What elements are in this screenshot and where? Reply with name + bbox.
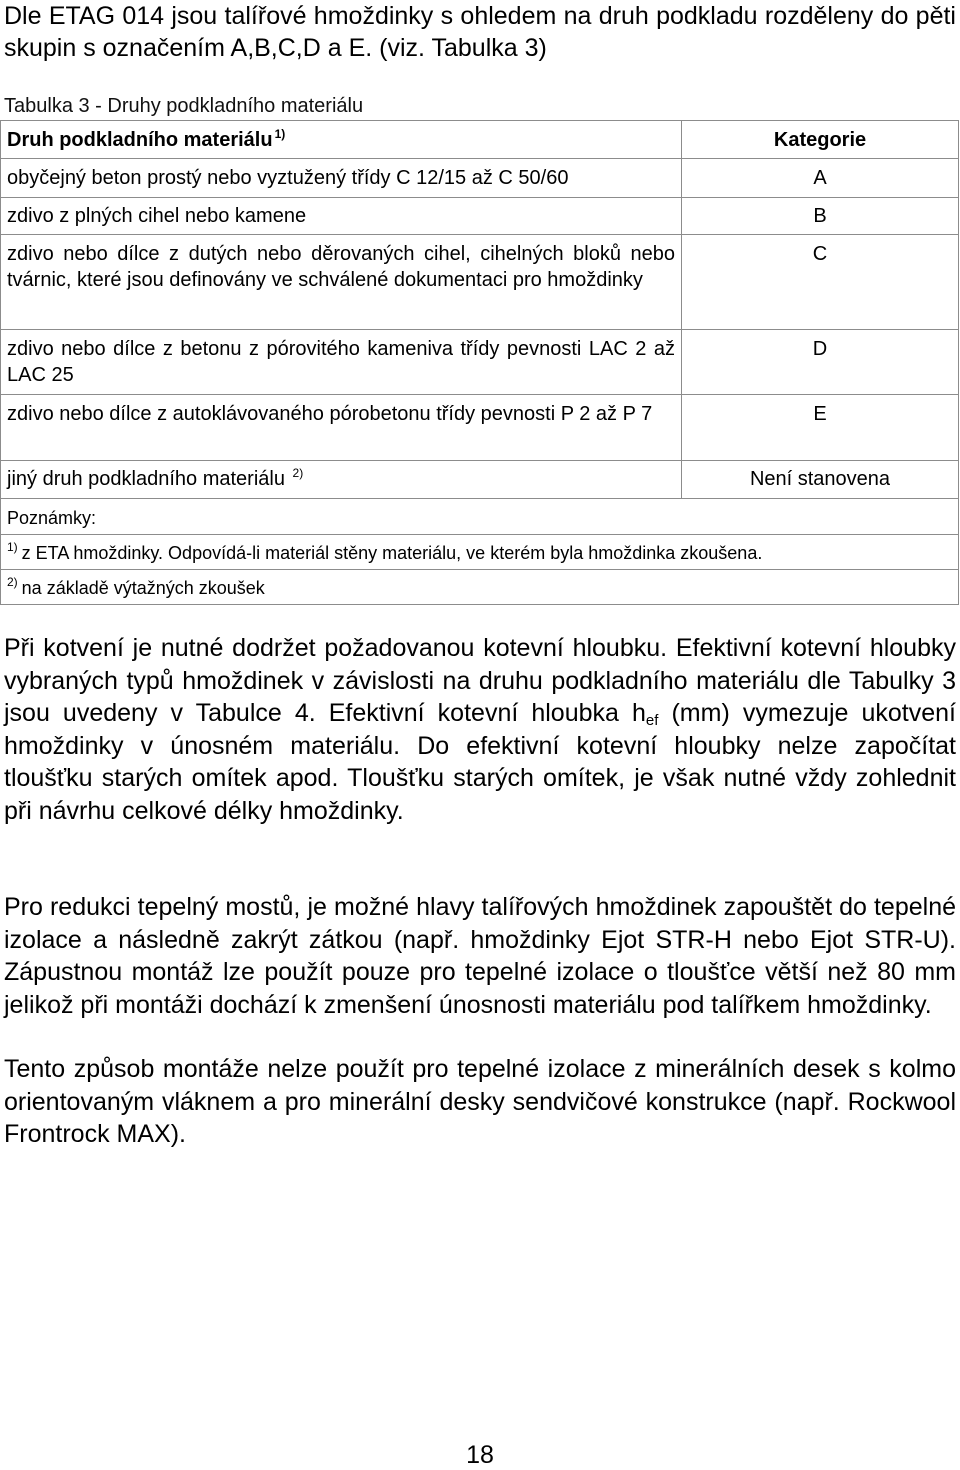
paragraph-text: Při kotvení je nutné dodržet požadovanou kotevní hloubku. Efektivní kotevní hloubky vybraných typů hmoždinek v závislosti na druhu podkladního materiálu dle Tabulky 3 jsou uvedeny v Tabulce 4. Efektivní kotevní hloubka h xyxy=(4,634,956,727)
header-material xyxy=(1,121,682,159)
note-text: na základě výtažných zkoušek xyxy=(21,578,265,598)
row-material-label: jiný druh podkladního materiálu xyxy=(7,468,285,490)
note-text: z ETA hmoždinky. Odpovídá-li materiál stěny materiálu, ve kterém byla hmoždinka zkoušena. xyxy=(21,543,763,563)
table-row xyxy=(1,330,959,395)
table-row xyxy=(1,461,959,499)
row-material: zdivo z plných cihel nebo kamene xyxy=(1,198,682,235)
mounting-restriction-paragraph: Tento způsob montáže nelze použít pro tepelné izolace z minerálních desek s kolmo orientovaným vláknem a pro minerální desky sendvičové konstrukce (např. Rockwool Frontrock MAX). xyxy=(4,1055,956,1148)
header-material-note: 1) xyxy=(274,127,286,141)
table-row xyxy=(1,198,959,235)
row-category: C xyxy=(682,235,959,330)
subscript-ef: ef xyxy=(645,712,659,729)
header-material-label: Druh podkladního materiálu xyxy=(7,129,273,151)
row-category: A xyxy=(682,159,959,198)
page-number: 18 xyxy=(466,1441,494,1469)
row-material: zdivo nebo dílce z autoklávovaného pórobetonu třídy pevnosti P 2 až P 7 xyxy=(1,395,682,461)
paragraph-text: (mm) vymezuje ukotvení hmoždinky v únosném materiálu. Do efektivní kotevní hloubky nelze započítat tloušťku starých omítek apod. Tloušťku starých omítek, je však nutné vždy zohlednit při návrhu celkové délky hmoždinky. xyxy=(4,699,956,825)
row-material-note: 2) xyxy=(292,466,304,480)
row-material: zdivo nebo dílce z betonu z pórovitého kameniva třídy pevnosti LAC 2 až LAC 25 xyxy=(1,330,682,395)
notes-label: Poznámky: xyxy=(1,499,959,535)
note-row xyxy=(1,570,959,605)
table-row xyxy=(1,235,959,330)
intro-paragraph: Dle ETAG 014 jsou talířové hmoždinky s ohledem na druh podkladu rozděleny do pěti skupin s označením A,B,C,D a E. (viz. Tabulka 3) xyxy=(4,2,956,62)
table-header-row xyxy=(1,121,959,159)
anchoring-depth-paragraph xyxy=(4,632,956,827)
header-category: Kategorie xyxy=(682,121,959,159)
material-category-table xyxy=(0,120,959,605)
row-category: Není stanovena xyxy=(682,461,959,499)
row-category: D xyxy=(682,330,959,395)
row-category: B xyxy=(682,198,959,235)
notes-label-row xyxy=(1,499,959,535)
table-row xyxy=(1,159,959,198)
note-cell xyxy=(1,535,959,570)
note-cell xyxy=(1,570,959,605)
recessed-mounting-paragraph: Pro redukci tepelný mostů, je možné hlavy talířových hmoždinek zapouštět do tepelné izolace a následně zakrýt zátkou (např. hmoždinky Ejot STR-H nebo Ejot STR-U). Zápustnou montáž lze použít pouze pro tepelné izolace o tloušťce větší než 80 mm jelikož při montáži dochází k zmenšení únosnosti materiálu pod talířkem hmoždinky. xyxy=(4,893,956,1019)
table-caption: Tabulka 3 - Druhy podkladního materiálu xyxy=(4,95,364,117)
row-material xyxy=(1,461,682,499)
row-material: zdivo nebo dílce z dutých nebo děrovaných cihel, cihelných bloků nebo tvárnic, které jsou definovány ve schválené dokumentaci pro hmoždinky xyxy=(1,235,682,330)
note-marker: 2) xyxy=(7,575,18,589)
note-marker: 1) xyxy=(7,540,18,554)
row-material: obyčejný beton prostý nebo vyztužený třídy C 12/15 až C 50/60 xyxy=(1,159,682,198)
table-row xyxy=(1,395,959,461)
row-category: E xyxy=(682,395,959,461)
note-row xyxy=(1,535,959,570)
